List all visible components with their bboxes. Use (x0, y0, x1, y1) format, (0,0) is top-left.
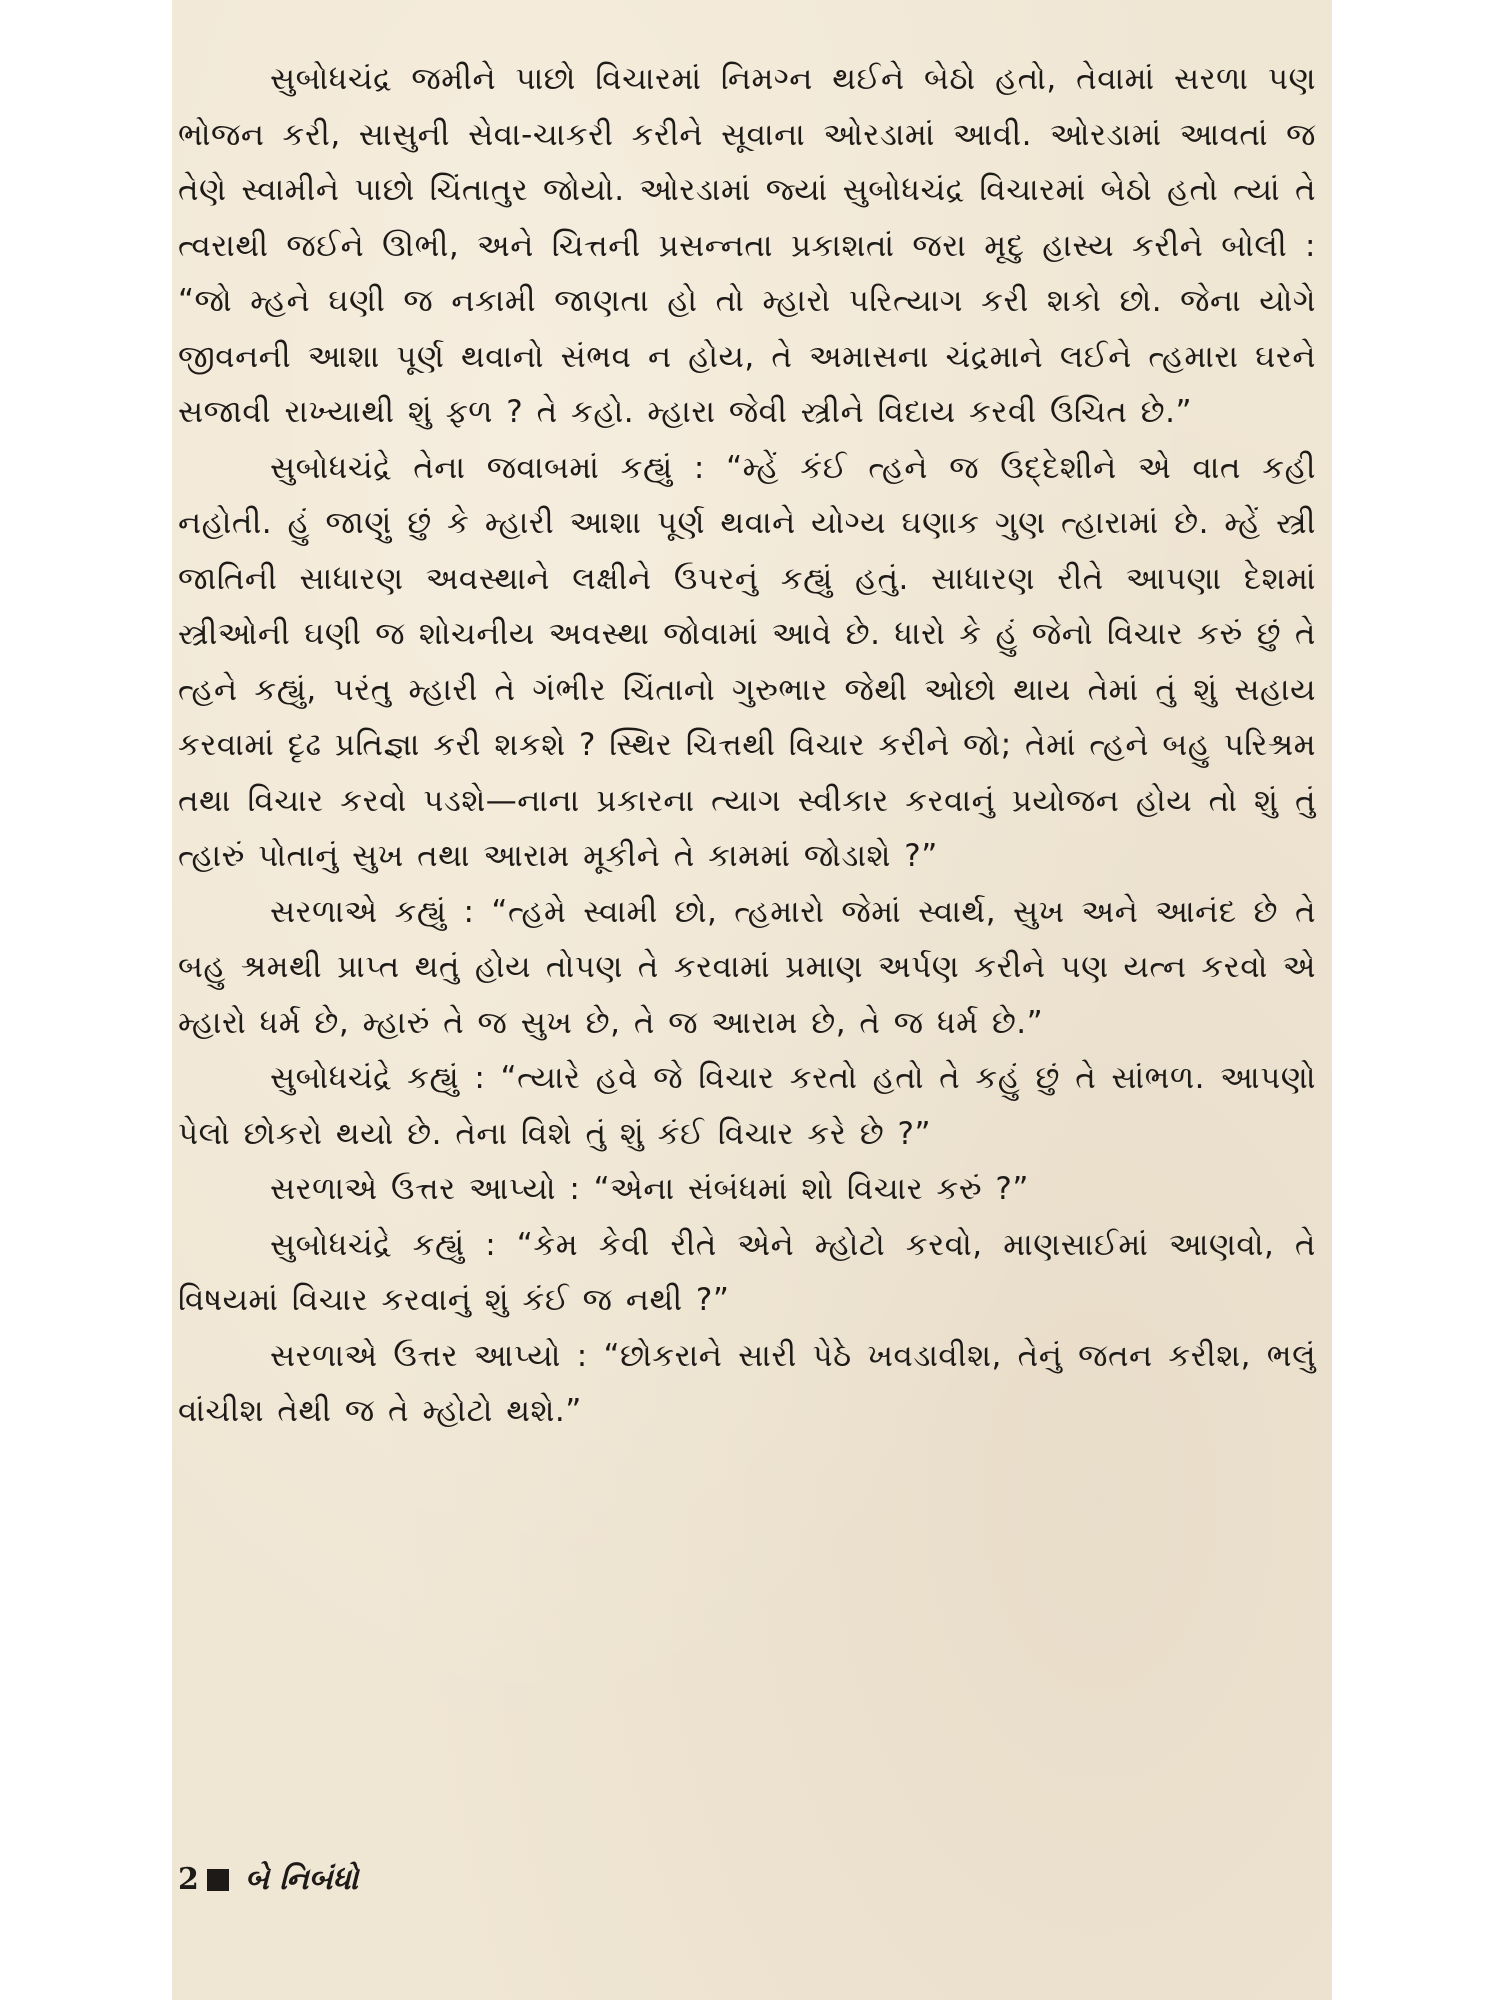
page-footer (178, 1862, 358, 1897)
paragraph-3: સરળાએ કહ્યું : “ત્હમે સ્વામી છો, ત્હમારો જેમાં સ્વાર્થ, સુખ અને આનંદ છે તે બહુ શ્રમથી પ્રાપ્ત થતું હોય તોપણ તે કરવામાં પ્રમાણ અર્પણ કરીને પણ યત્ન કરવો એ મ્હારો ધર્મ છે, મ્હારું તે જ સુખ છે, તે જ આરામ છે, તે જ ધર્મ છે.” (178, 893, 1316, 1041)
paragraph-4: સુબોધચંદ્રે કહ્યું : “ત્યારે હવે જે વિચાર કરતો હતો તે કહું છું તે સાંભળ. આપણો પેલો છોકરો થયો છે. તેના વિશે તું શું કંઈ વિચાર કરે છે ?” (178, 1060, 1316, 1152)
paragraph-7: સરળાએ ઉત્તર આપ્યો : “છોકરાને સારી પેઠે ખવડાવીશ, તેનું જતન કરીશ, ભલું વાંચીશ તેથી જ તે મ્હોટો થશે.” (178, 1337, 1316, 1429)
page-body (178, 52, 1316, 1440)
book-page (172, 0, 1332, 2000)
square-bullet-icon (207, 1869, 229, 1891)
paragraph-5: સરળાએ ઉત્તર આપ્યો : “એના સંબંધમાં શો વિચાર કરું ?” (270, 1171, 1029, 1207)
page-number: 2 (178, 1862, 199, 1897)
paragraph-6: સુબોધચંદ્રે કહ્યું : “કેમ કેવી રીતે એને મ્હોટો કરવો, માણસાઈમાં આણવો, તે વિષયમાં વિચાર કરવાનું શું કંઈ જ નથી ?” (178, 1226, 1316, 1318)
paragraph-2: સુબોધચંદ્રે તેના જવાબમાં કહ્યું : “મ્હેં કંઈ ત્હને જ ઉદ્દેશીને એ વાત કહી નહોતી. હું જાણું છું કે મ્હારી આશા પૂર્ણ થવાને યોગ્ય ઘણાક ગુણ ત્હારામાં છે. મ્હેં સ્ત્રી જાતિની સાધારણ અવસ્થાને લક્ષીને ઉપરનું કહ્યું હતું. સાધારણ રીતે આપણા દેશમાં સ્ત્રીઓની ઘણી જ શોચનીય અવસ્થા જોવામાં આવે છે. ધારો કે હું જેનો વિચાર કરું છું તે ત્હને કહ્યું, પરંતુ મ્હારી તે ગંભીર ચિંતાનો ગુરુભાર જેથી ઓછો થાય તેમાં તું શું સહાય કરવામાં દૃઢ પ્રતિજ્ઞા કરી શકશે ? સ્થિર ચિત્તથી વિચાર કરીને જો; તેમાં ત્હને બહુ પરિશ્રમ તથા વિચાર કરવો પડશે—નાના પ્રકારના ત્યાગ સ્વીકાર કરવાનું પ્રયોજન હોય તો શું તું ત્હારું પોતાનું સુખ તથા આરામ મૂકીને તે કામમાં જોડાશે ?” (178, 449, 1316, 874)
paragraph-1: સુબોધચંદ્ર જમીને પાછો વિચારમાં નિમગ્ન થઈને બેઠો હતો, તેવામાં સરળા પણ ભોજન કરી, સાસુની સેવા-ચાકરી કરીને સૂવાના ઓરડામાં આવી. ઓરડામાં આવતાં જ તેણે સ્વામીને પાછો ચિંતાતુર જોયો. ઓરડામાં જ્યાં સુબોધચંદ્ર વિચારમાં બેઠો હતો ત્યાં તે ત્વરાથી જઈને ઊભી, અને ચિત્તની પ્રસન્નતા પ્રકાશતાં જરા મૃદુ હાસ્ય કરીને બોલી : “જો મ્હને ઘણી જ નકામી જાણતા હો તો મ્હારો પરિત્યાગ કરી શકો છો. જેના યોગે જીવનની આશા પૂર્ણ થવાનો સંભવ ન હોય, તે અમાસના ચંદ્રમાને લઈને ત્હમારા ઘરને સજાવી રાખ્યાથી શું ફળ ? તે કહો. મ્હારા જેવી સ્ત્રીને વિદાય કરવી ઉચિત છે.” (178, 61, 1316, 430)
book-title: બે નિબંધો (244, 1862, 359, 1897)
